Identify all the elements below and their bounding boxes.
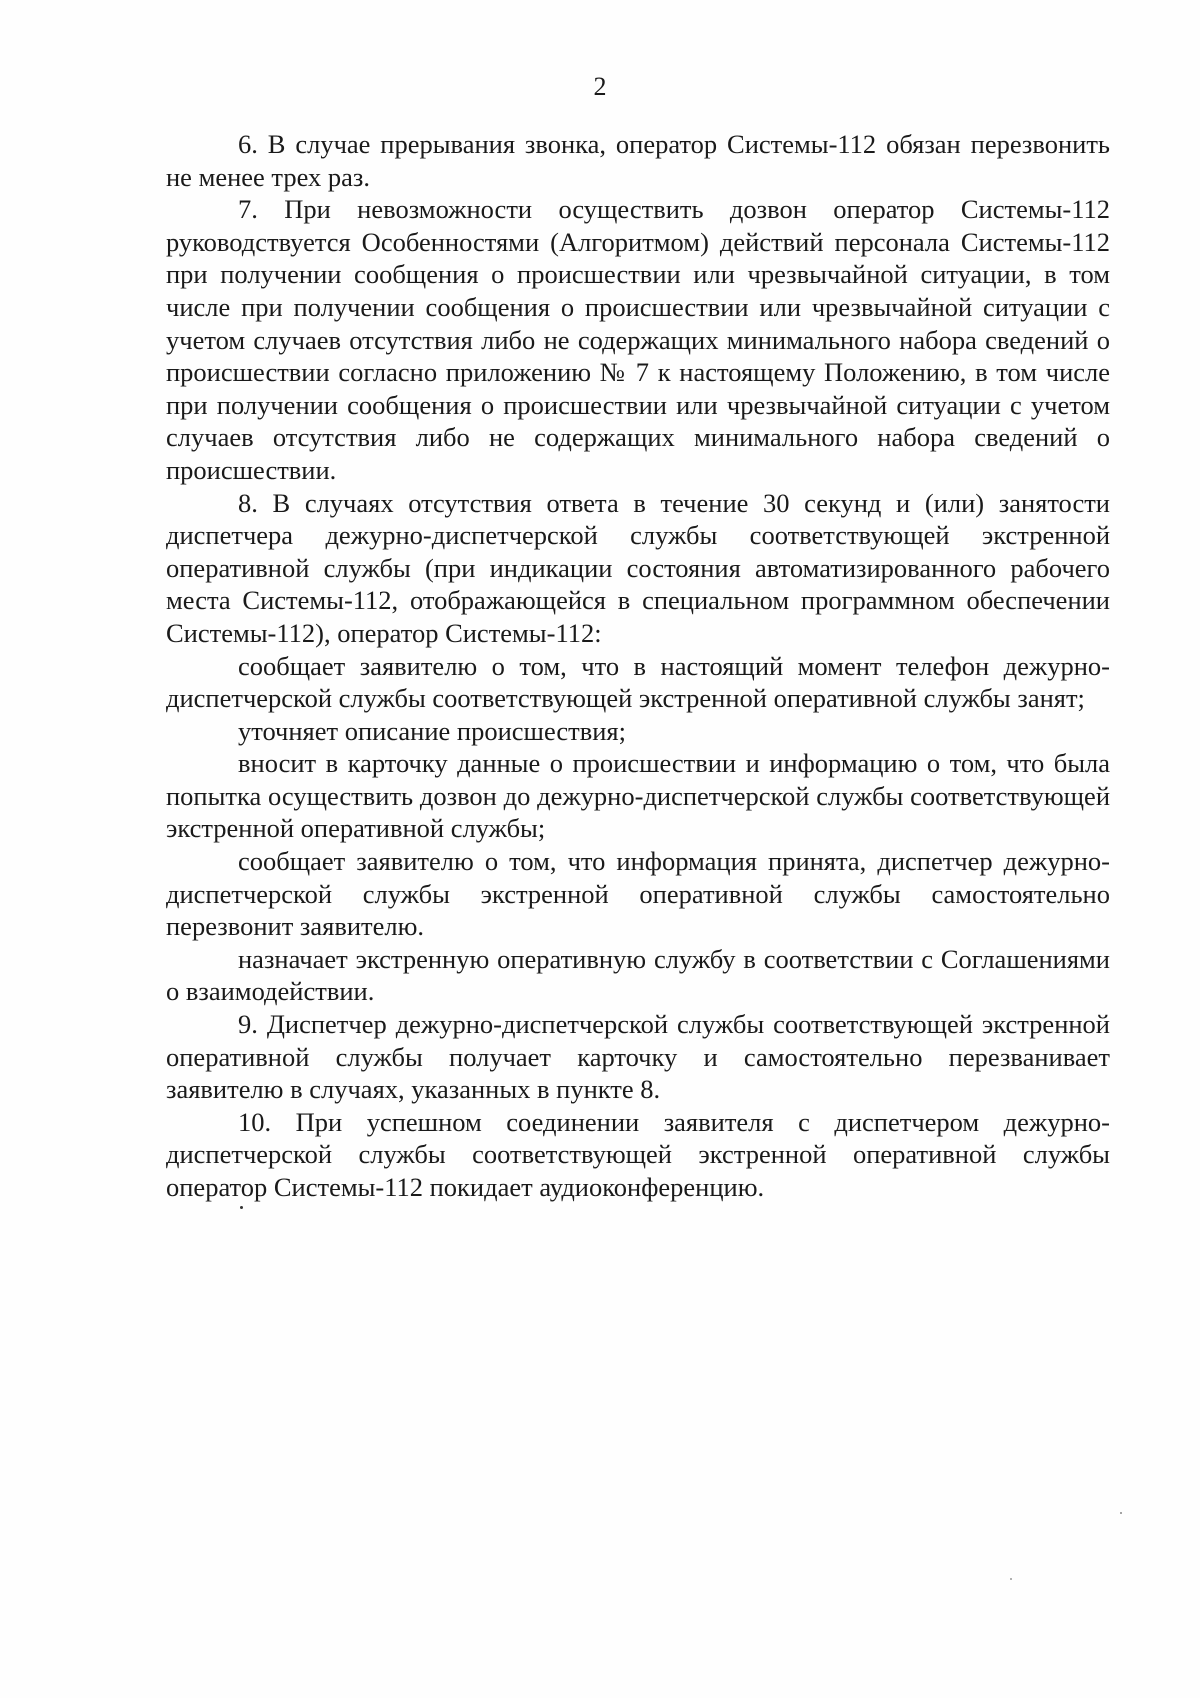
paragraph-7: 7. При невозможности осуществить дозвон оператор Системы-112 руководствуется Особенностями (Алгоритмом) действий персонала Системы-112 при получении сообщения о происшествии или чрезвычайной ситуации, в том числе при получении сообщения о происшествии или чрезвычайной ситуации с учетом случаев отсутствия либо не содержащих минимального набора сведений о происшествии согласно приложению № 7 к настоящему Положению, в том числе при получении сообщения о происшествии или чрезвычайной ситуации с учетом случаев отсутствия либо не содержащих минимального набора сведений о происшествии. [166, 194, 1110, 485]
paragraph-8: 8. В случаях отсутствия ответа в течение 30 секунд и (или) занятости диспетчера дежурно-диспетчерской службы соответствующей экстренной оперативной службы (при индикации состояния автоматизированного рабочего места Системы-112, отображающейся в специальном программном обеспечении Системы-112), оператор Системы-112: [166, 487, 1110, 648]
scan-speck [1120, 1512, 1122, 1514]
paragraph-8-item-notify-busy: сообщает заявителю о том, что в настоящий момент телефон дежурно-диспетчерской службы соответствующей экстренной оперативной службы занят; [166, 650, 1110, 714]
paragraph-8-item-notify-accepted: сообщает заявителю о том, что информация принята, диспетчер дежурно-диспетчерской службы экстренной оперативной службы самостоятельно перезвонит заявителю. [166, 846, 1110, 942]
paragraph-9: 9. Диспетчер дежурно-диспетчерской службы соответствующей экстренной оперативной службы получает карточку и самостоятельно перезванивает заявителю в случаях, указанных в пункте 8. [166, 1009, 1110, 1105]
paragraph-8-item-assign-service: назначает экстренную оперативную службу в соответствии с Соглашениями о взаимодействии. [166, 943, 1110, 1007]
scan-speck [240, 1206, 243, 1209]
paragraph-8-item-clarify: уточняет описание происшествия; [238, 715, 626, 746]
page-number: 2 [593, 72, 607, 101]
scan-speck [1010, 1578, 1012, 1580]
paragraph-8-item-record-card: вносит в карточку данные о происшествии и информацию о том, что была попытка осуществить дозвон до дежурно-диспетчерской службы соответствующей экстренной оперативной службы; [166, 748, 1110, 844]
paragraph-6: 6. В случае прерывания звонка, оператор Системы-112 обязан перезвонить не менее трех раз. [166, 129, 1110, 192]
paragraph-10: 10. При успешном соединении заявителя с диспетчером дежурно-диспетчерской службы соответствующей экстренной оперативной службы оператор Системы-112 покидает аудиоконференцию. [166, 1106, 1110, 1202]
document-body [166, 128, 1110, 1204]
